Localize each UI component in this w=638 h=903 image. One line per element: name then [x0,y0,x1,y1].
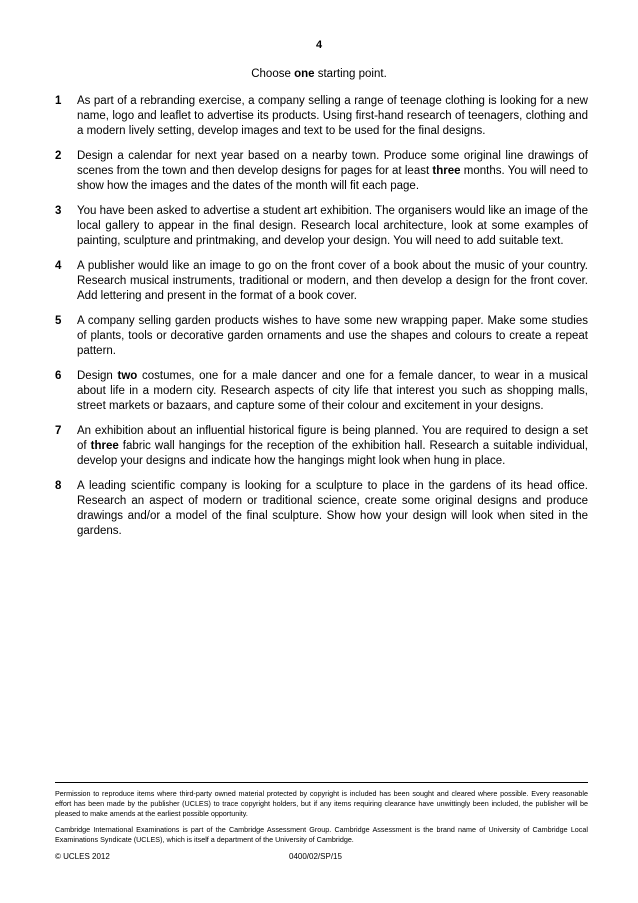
question-item [55,479,588,539]
text-span: An exhibition about an influential historical figure is being planned. You are required to design a set of [77,425,588,452]
footer [55,789,588,851]
text-span: fabric wall hangings for the reception of the exhibition hall. Research a suitable individual, develop your designs and indicate how the hangings might look when hung in place. [77,440,589,467]
text-span: months. You will need to show how the images and the dates of the month will fit each page. [77,165,588,192]
question-text [77,479,588,539]
question-text [77,149,588,194]
question-number: 3 [55,205,62,217]
question-item [55,314,588,359]
footer-divider [55,782,588,783]
question-text [77,369,588,414]
permission-notice: Permission to reproduce items where third-party owned material protected by copyright is included has been sought and cleared where possible. Every reasonable effort has been made by the publisher (UCLES) to trace copyright holders, but if any items requiring clearance have unwittingly been included, the publisher will be pleased to make amends at the earliest possible opportunity. [55,789,588,818]
emphasis-text: three [90,440,119,452]
instruction-before: Choose [251,68,295,80]
question-number: 4 [55,260,62,272]
page-number: 4 [315,39,323,51]
question-item [55,204,588,249]
question-number: 8 [55,480,62,492]
text-span: A leading scientific company is looking for a sculpture to place in the gardens of its head office. Research an aspect of modern or traditional science, create some original designs and produce drawings and/or a model of the final sculpture. Show how your design will look when sited in the gardens. [77,480,588,537]
instruction [0,68,638,80]
question-number: 2 [55,150,62,162]
text-span: A company selling garden products wishes to have some new wrapping paper. Make some studies of plants, tools or decorative garden ornaments and use the shapes and colours to create a repeat pattern. [77,315,588,357]
question-item [55,424,588,469]
question-text [77,314,588,359]
question-number: 6 [55,370,62,382]
question-item [55,259,588,304]
paper-code: 0400/02/SP/15 [289,852,342,861]
question-text [77,94,588,139]
question-text [77,204,588,249]
question-text [77,259,588,304]
cambridge-notice: Cambridge International Examinations is part of the Cambridge Assessment Group. Cambridge Assessment is the brand name of University of Cambridge Local Examinations Syndicate (UCLES), which is itself a department of the University of Cambridge. [55,825,588,844]
question-list [55,94,588,549]
emphasis-text: three [432,165,461,177]
question-item [55,369,588,414]
question-item [55,149,588,194]
text-span: As part of a rebranding exercise, a company selling a range of teenage clothing is looking for a new name, logo and leaflet to advertise its products. Using first-hand research of teenagers, clothing and a modern lively setting, develop images and text to be used for the final designs. [77,95,588,137]
instruction-emphasis: one [294,68,315,80]
question-number: 1 [55,95,62,107]
question-text [77,424,588,469]
text-span: Design [77,370,118,382]
question-item [55,94,588,139]
text-span: costumes, one for a male dancer and one for a female dancer, to wear in a musical about life in a modern city. Research aspects of city life that interest you such as shopping malls, street markets or bazaars, and capture some of their colour and excitement in your designs. [77,370,588,412]
question-number: 7 [55,425,62,437]
emphasis-text: two [117,370,138,382]
text-span: Design a calendar for next year based on a nearby town. Produce some original line drawings of scenes from the town and then develop designs for pages for at least [77,150,588,177]
copyright: © UCLES 2012 [55,852,110,861]
instruction-after: starting point. [314,68,387,80]
text-span: You have been asked to advertise a student art exhibition. The organisers would like an image of the local gallery to appear in the final design. Research local architecture, look at some examples of painting, sculpture and printmaking, and develop your design. You will need to add suitable text. [77,205,588,247]
text-span: A publisher would like an image to go on the front cover of a book about the music of your country. Research musical instruments, traditional or modern, and then develop a design for the front cover. Add lettering and present in the format of a book cover. [77,260,588,302]
question-number: 5 [55,315,62,327]
